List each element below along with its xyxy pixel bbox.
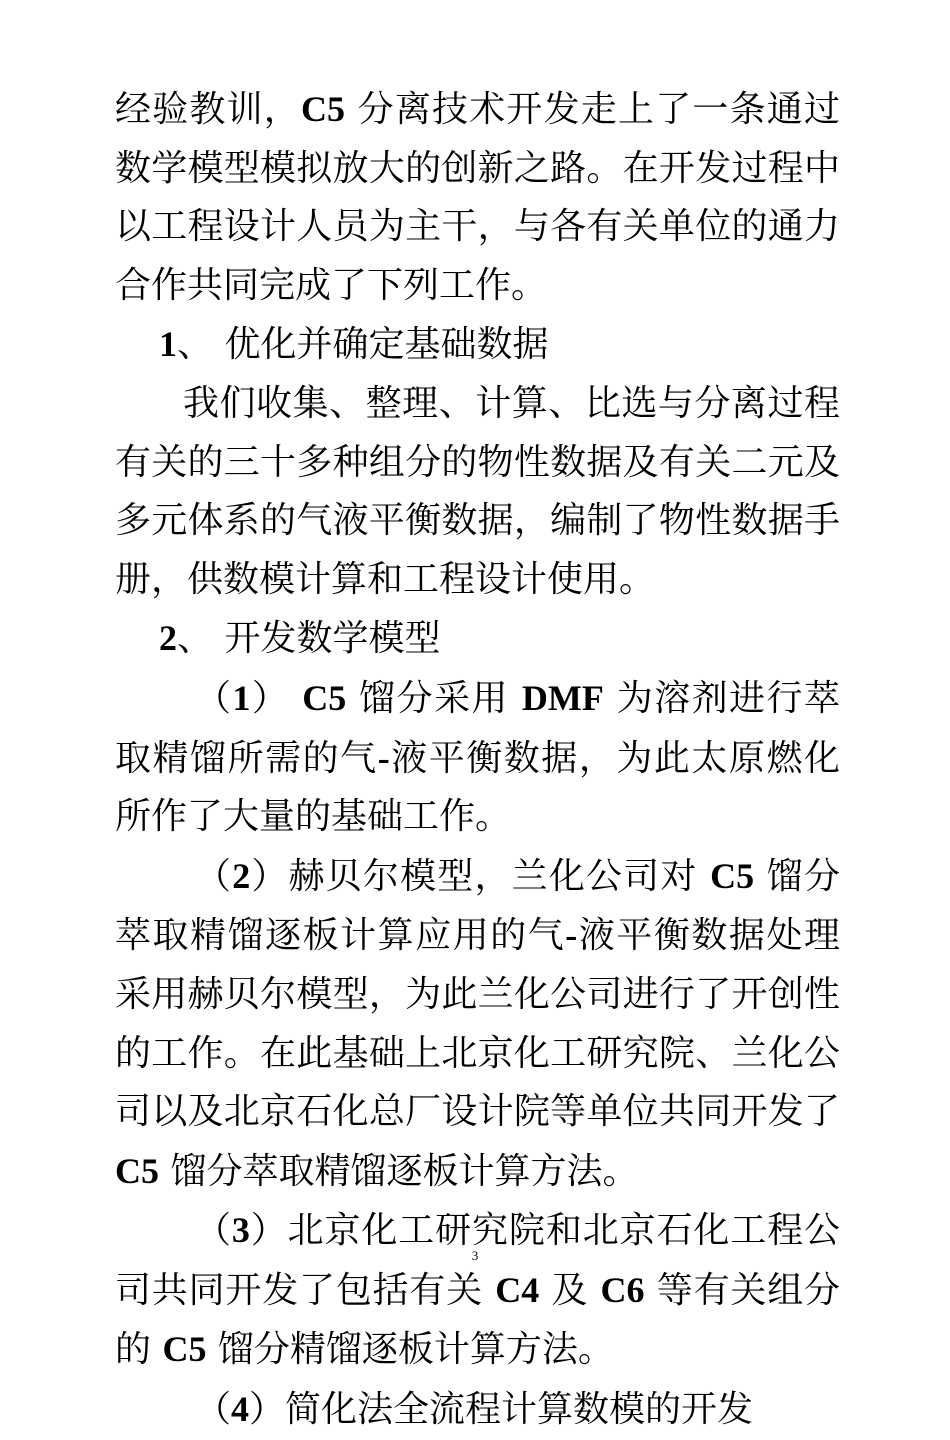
text-run: 为溶剂进行萃取精馏所需的气: [115, 677, 840, 779]
paragraph-basic-data: [115, 375, 840, 609]
text-run: ）赫贝尔模型，兰化公司对: [250, 855, 711, 897]
text-run: （: [195, 855, 233, 897]
text-run: 液平衡数据，为此太原燃化所作了大量的基础工作。: [115, 737, 840, 838]
bold-text-run: C6: [600, 1269, 645, 1310]
text-run: （: [195, 1389, 232, 1431]
text-run: 馏分萃取精馏逐板计算应用的气: [115, 855, 840, 957]
bold-text-run: 2: [232, 855, 251, 896]
paragraph-intro: [115, 80, 840, 315]
bold-text-run: C5: [300, 89, 345, 129]
bold-text-run: C5: [302, 677, 347, 718]
text-run: 及: [539, 1269, 601, 1311]
text-run: 液平衡数据处理采用赫贝尔模型，为此兰化公司进行了开创性的工作。在此基础上北京化工研究院、兰化公司以及北京石化总厂设计院等单位共同开发了: [115, 915, 840, 1133]
page-number: 3: [471, 1248, 479, 1263]
bold-text-run: C5: [115, 1150, 159, 1191]
bold-text-run: -: [565, 915, 578, 956]
bold-text-run: 3: [231, 1210, 250, 1251]
section-heading-2: [115, 609, 840, 669]
section-heading-1: [115, 315, 840, 375]
paragraph-item-1: [115, 669, 840, 847]
text-run: 经验教训，: [115, 89, 301, 130]
bold-text-run: 4: [231, 1389, 250, 1430]
text-run: （: [195, 677, 233, 719]
text-run: 分离技术开发走上了一条通过数学模型模拟放大的创新之路。在开发过程中以工程设计人员为主干，与各有关单位的通力合作共同完成了下列工作。: [115, 89, 840, 306]
bold-text-run: DMF: [521, 677, 604, 718]
document-body: [115, 80, 840, 1440]
bold-text-run: -: [377, 737, 390, 778]
paragraph-item-2: [115, 847, 840, 1202]
bold-text-run: C4: [495, 1269, 540, 1310]
text-run: （: [195, 1210, 232, 1252]
text-run: 、 优化并确定基础数据: [177, 324, 549, 366]
text-run: 馏分精馏逐板计算方法。: [206, 1329, 614, 1371]
bold-text-run: C5: [710, 855, 755, 896]
paragraph-item-3: [115, 1201, 840, 1380]
text-run: ）北京化工研究院和北京石化工程公司共同开发了包括有关: [115, 1210, 840, 1311]
text-run: ）: [250, 677, 303, 719]
bold-text-run: 2: [159, 618, 177, 659]
paragraph-item-4: [115, 1380, 840, 1440]
text-run: 我们收集、整理、计算、比选与分离过程有关的三十多种组分的物性数据及有关二元及多元体系的气液平衡数据，编制了物性数据手册，供数模计算和工程设计使用。: [115, 382, 840, 600]
text-run: 、 开发数学模型: [177, 618, 441, 660]
text-run: ）简化法全流程计算数模的开发: [249, 1389, 754, 1431]
bold-text-run: 1: [232, 677, 251, 718]
text-run: 等有关组分的: [115, 1269, 840, 1371]
bold-text-run: C5: [162, 1329, 207, 1370]
bold-text-run: 1: [159, 324, 177, 365]
text-run: 馏分萃取精馏逐板计算方法。: [159, 1150, 639, 1192]
text-run: 馏分采用: [346, 677, 522, 719]
